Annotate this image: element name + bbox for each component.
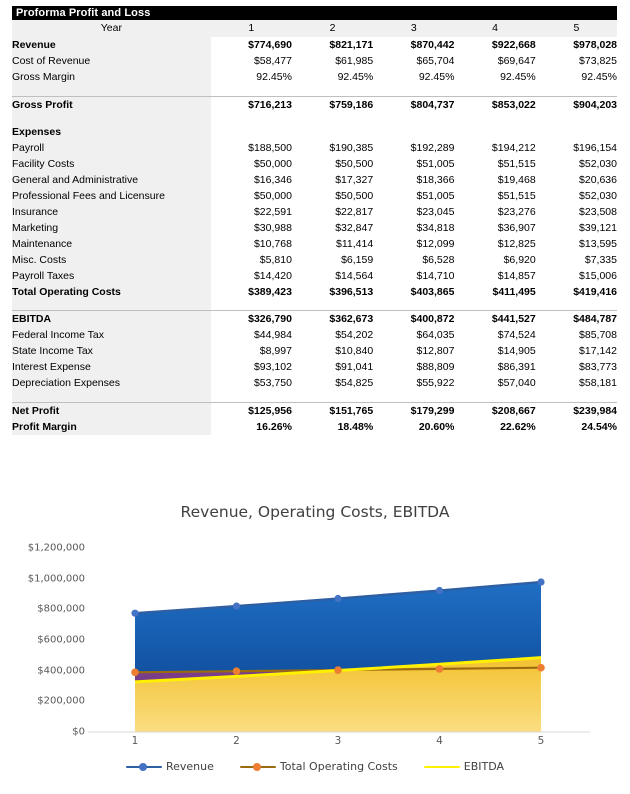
table-cell: $12,825 <box>454 236 535 252</box>
table-cell: $179,299 <box>373 402 454 419</box>
table-cell: $53,750 <box>211 375 292 391</box>
row-label: General and Administrative <box>12 172 211 188</box>
table-cell: $39,121 <box>536 220 617 236</box>
table-cell: $23,508 <box>536 204 617 220</box>
spacer-cell <box>211 113 292 124</box>
table-cell: $58,181 <box>536 375 617 391</box>
table-spacer-row <box>12 113 617 124</box>
table-cell: 24.54% <box>536 419 617 435</box>
chart-legend <box>0 760 630 773</box>
legend-item[interactable] <box>424 760 504 773</box>
table-cell: $57,040 <box>454 375 535 391</box>
table-cell: $36,907 <box>454 220 535 236</box>
table-cell: 22.62% <box>454 419 535 435</box>
table-cell: $716,213 <box>211 96 292 113</box>
table-cell: $19,468 <box>454 172 535 188</box>
spacer-cell <box>454 300 535 311</box>
table-cell: $54,202 <box>292 327 373 343</box>
row-label: Insurance <box>12 204 211 220</box>
table-cell: $14,710 <box>373 268 454 284</box>
table-cell: $194,212 <box>454 140 535 156</box>
table-row <box>12 156 617 172</box>
table-cell: $14,857 <box>454 268 535 284</box>
table-cell: $61,985 <box>292 53 373 69</box>
table-cell: $192,289 <box>373 140 454 156</box>
table-cell: $86,391 <box>454 359 535 375</box>
spacer-cell <box>536 391 617 402</box>
legend-label: EBITDA <box>463 760 505 773</box>
table-cell <box>454 124 535 140</box>
legend-swatch-icon <box>126 761 162 773</box>
table-cell: $30,988 <box>211 220 292 236</box>
table-row <box>12 311 617 328</box>
table-cell: $208,667 <box>454 402 535 419</box>
table-cell: $5,810 <box>211 252 292 268</box>
spacer-cell <box>12 300 211 311</box>
table-cell: $64,035 <box>373 327 454 343</box>
spacer-cell <box>211 85 292 96</box>
table-cell: $6,528 <box>373 252 454 268</box>
legend-marker-icon <box>139 763 147 771</box>
table-cell: $50,500 <box>292 188 373 204</box>
table-cell: $870,442 <box>373 37 454 53</box>
table-cell: $14,564 <box>292 268 373 284</box>
table-cell: $17,142 <box>536 343 617 359</box>
table-body <box>12 20 617 435</box>
table-cell: $51,005 <box>373 188 454 204</box>
table-cell <box>211 124 292 140</box>
table-cell: $239,984 <box>536 402 617 419</box>
table-row <box>12 343 617 359</box>
table-row <box>12 284 617 300</box>
table-row <box>12 140 617 156</box>
table-cell: $400,872 <box>373 311 454 328</box>
table-spacer-row <box>12 85 617 96</box>
table-cell: $22,591 <box>211 204 292 220</box>
legend-line-icon <box>424 766 460 769</box>
y-axis-tick-label: $400,000 <box>37 665 85 677</box>
revenue-data-point <box>131 610 138 617</box>
spacer-cell <box>373 113 454 124</box>
row-label: Payroll Taxes <box>12 268 211 284</box>
spacer-cell <box>373 391 454 402</box>
y-axis-tick-label: $200,000 <box>37 695 85 707</box>
y-axis-tick-label: $600,000 <box>37 634 85 646</box>
spacer-cell <box>536 300 617 311</box>
row-label: Depreciation Expenses <box>12 375 211 391</box>
spacer-cell <box>292 85 373 96</box>
row-label: Payroll <box>12 140 211 156</box>
table-row <box>12 53 617 69</box>
table-cell: $85,708 <box>536 327 617 343</box>
row-label: Expenses <box>12 124 211 140</box>
table-cell: $484,787 <box>536 311 617 328</box>
table-cell: $58,477 <box>211 53 292 69</box>
table-row <box>12 37 617 53</box>
row-label: Professional Fees and Licensure <box>12 188 211 204</box>
table-cell: $10,840 <box>292 343 373 359</box>
spacer-cell <box>454 85 535 96</box>
table-row <box>12 375 617 391</box>
row-label: EBITDA <box>12 311 211 328</box>
table-cell: 92.45% <box>454 69 535 85</box>
spacer-cell <box>12 85 211 96</box>
row-label: Marketing <box>12 220 211 236</box>
row-label: Gross Margin <box>12 69 211 85</box>
table-cell: $16,346 <box>211 172 292 188</box>
legend-swatch-icon <box>240 761 276 773</box>
legend-item[interactable] <box>126 760 214 773</box>
column-header-year-4: 4 <box>454 20 535 37</box>
table-cell: $125,956 <box>211 402 292 419</box>
table-cell: $853,022 <box>454 96 535 113</box>
table-cell: $14,905 <box>454 343 535 359</box>
legend-label: Revenue <box>165 760 214 773</box>
column-header-year-1: 1 <box>211 20 292 37</box>
row-label: Cost of Revenue <box>12 53 211 69</box>
revenue-data-point <box>537 578 544 585</box>
table-cell: $51,515 <box>454 188 535 204</box>
table-cell: $403,865 <box>373 284 454 300</box>
table-cell: $441,527 <box>454 311 535 328</box>
table-cell: $22,817 <box>292 204 373 220</box>
revenue-data-point <box>233 602 240 609</box>
table-cell: $54,825 <box>292 375 373 391</box>
table-cell: $8,997 <box>211 343 292 359</box>
chart-title: Revenue, Operating Costs, EBITDA <box>180 503 450 521</box>
row-label: Revenue <box>12 37 211 53</box>
table-row <box>12 327 617 343</box>
table-cell: $396,513 <box>292 284 373 300</box>
proforma-sheet <box>12 6 617 435</box>
table-cell <box>292 124 373 140</box>
table-cell: $11,414 <box>292 236 373 252</box>
table-cell: 18.48% <box>292 419 373 435</box>
table-cell: $326,790 <box>211 311 292 328</box>
row-label: Federal Income Tax <box>12 327 211 343</box>
table-cell: $190,385 <box>292 140 373 156</box>
column-header-year-5: 5 <box>536 20 617 37</box>
x-axis-tick-label: 2 <box>233 735 240 747</box>
table-cell: 92.45% <box>292 69 373 85</box>
table-header-row <box>12 20 617 37</box>
table-cell: $12,807 <box>373 343 454 359</box>
table-cell: $978,028 <box>536 37 617 53</box>
table-cell: $69,647 <box>454 53 535 69</box>
spacer-cell <box>12 391 211 402</box>
spacer-cell <box>373 300 454 311</box>
table-cell: 20.60% <box>373 419 454 435</box>
table-cell: $13,595 <box>536 236 617 252</box>
x-axis-tick-label: 4 <box>436 735 443 747</box>
row-label: State Income Tax <box>12 343 211 359</box>
table-cell: $774,690 <box>211 37 292 53</box>
sheet-title: Proforma Profit and Loss <box>12 6 617 20</box>
table-cell: $6,159 <box>292 252 373 268</box>
spacer-cell <box>536 85 617 96</box>
spacer-cell <box>454 391 535 402</box>
table-cell: 92.45% <box>211 69 292 85</box>
table-cell <box>536 124 617 140</box>
table-cell: $50,000 <box>211 188 292 204</box>
table-row <box>12 188 617 204</box>
table-cell: $804,737 <box>373 96 454 113</box>
table-cell: $12,099 <box>373 236 454 252</box>
table-row <box>12 220 617 236</box>
table-cell: $52,030 <box>536 156 617 172</box>
table-cell: $73,825 <box>536 53 617 69</box>
table-row <box>12 69 617 85</box>
column-header-year: Year <box>12 20 211 37</box>
table-row <box>12 172 617 188</box>
table-cell: $50,000 <box>211 156 292 172</box>
table-cell: $34,818 <box>373 220 454 236</box>
x-axis-tick-label: 3 <box>334 735 342 747</box>
legend-label: Total Operating Costs <box>279 760 398 773</box>
table-cell: $411,495 <box>454 284 535 300</box>
spacer-cell <box>292 300 373 311</box>
operating-costs-data-point <box>334 666 342 674</box>
table-cell: $759,186 <box>292 96 373 113</box>
profit-and-loss-table <box>12 20 617 435</box>
table-cell: $362,673 <box>292 311 373 328</box>
column-header-year-2: 2 <box>292 20 373 37</box>
table-row <box>12 268 617 284</box>
table-row <box>12 96 617 113</box>
spacer-cell <box>373 85 454 96</box>
table-cell: $18,366 <box>373 172 454 188</box>
table-cell: 16.26% <box>211 419 292 435</box>
table-cell: $7,335 <box>536 252 617 268</box>
table-spacer-row <box>12 300 617 311</box>
row-label: Misc. Costs <box>12 252 211 268</box>
table-cell: $419,416 <box>536 284 617 300</box>
table-cell: $14,420 <box>211 268 292 284</box>
spacer-cell <box>536 113 617 124</box>
y-axis-tick-label: $1,000,000 <box>27 573 85 585</box>
table-cell: $6,920 <box>454 252 535 268</box>
table-cell: 92.45% <box>373 69 454 85</box>
spacer-cell <box>211 300 292 311</box>
table-cell: $821,171 <box>292 37 373 53</box>
table-cell: $74,524 <box>454 327 535 343</box>
table-cell: 92.45% <box>536 69 617 85</box>
table-cell: $91,041 <box>292 359 373 375</box>
column-header-year-3: 3 <box>373 20 454 37</box>
legend-item[interactable] <box>240 760 398 773</box>
table-cell: $188,500 <box>211 140 292 156</box>
spacer-cell <box>292 391 373 402</box>
revenue-data-point <box>334 595 341 602</box>
table-cell: $51,515 <box>454 156 535 172</box>
legend-swatch-icon <box>424 761 460 773</box>
row-label: Total Operating Costs <box>12 284 211 300</box>
spacer-cell <box>292 113 373 124</box>
table-cell: $17,327 <box>292 172 373 188</box>
table-row <box>12 252 617 268</box>
table-cell: $93,102 <box>211 359 292 375</box>
table-cell <box>373 124 454 140</box>
table-row <box>12 359 617 375</box>
table-row <box>12 419 617 435</box>
y-axis-tick-label: $1,200,000 <box>27 542 85 554</box>
table-cell: $389,423 <box>211 284 292 300</box>
table-cell: $65,704 <box>373 53 454 69</box>
spacer-cell <box>454 113 535 124</box>
revenue-data-point <box>436 587 443 594</box>
row-label: Interest Expense <box>12 359 211 375</box>
table-cell: $88,809 <box>373 359 454 375</box>
x-axis-tick-label: 5 <box>537 735 545 747</box>
table-cell: $55,922 <box>373 375 454 391</box>
table-cell: $44,984 <box>211 327 292 343</box>
row-label: Facility Costs <box>12 156 211 172</box>
chart-plot-area <box>0 495 630 794</box>
operating-costs-data-point <box>131 668 139 676</box>
table-spacer-row <box>12 391 617 402</box>
operating-costs-data-point <box>436 665 444 673</box>
table-cell: $50,500 <box>292 156 373 172</box>
row-label: Gross Profit <box>12 96 211 113</box>
table-row <box>12 402 617 419</box>
table-cell: $922,668 <box>454 37 535 53</box>
table-cell: $151,765 <box>292 402 373 419</box>
table-cell: $15,006 <box>536 268 617 284</box>
x-axis-tick-label: 1 <box>131 735 139 747</box>
spacer-cell <box>12 113 211 124</box>
row-label: Profit Margin <box>12 419 211 435</box>
table-cell: $23,276 <box>454 204 535 220</box>
legend-marker-icon <box>253 763 261 771</box>
revenue-chart <box>0 495 630 794</box>
table-row <box>12 124 617 140</box>
operating-costs-data-point <box>233 667 241 675</box>
table-cell: $32,847 <box>292 220 373 236</box>
table-cell: $23,045 <box>373 204 454 220</box>
table-cell: $196,154 <box>536 140 617 156</box>
row-label: Maintenance <box>12 236 211 252</box>
row-label: Net Profit <box>12 402 211 419</box>
y-axis-tick-label: $0 <box>72 726 85 738</box>
y-axis-tick-label: $800,000 <box>37 603 85 615</box>
table-cell: $20,636 <box>536 172 617 188</box>
table-cell: $10,768 <box>211 236 292 252</box>
spacer-cell <box>211 391 292 402</box>
table-row <box>12 204 617 220</box>
operating-costs-data-point <box>537 664 545 672</box>
table-row <box>12 236 617 252</box>
table-cell: $83,773 <box>536 359 617 375</box>
table-cell: $51,005 <box>373 156 454 172</box>
table-cell: $904,203 <box>536 96 617 113</box>
table-cell: $52,030 <box>536 188 617 204</box>
